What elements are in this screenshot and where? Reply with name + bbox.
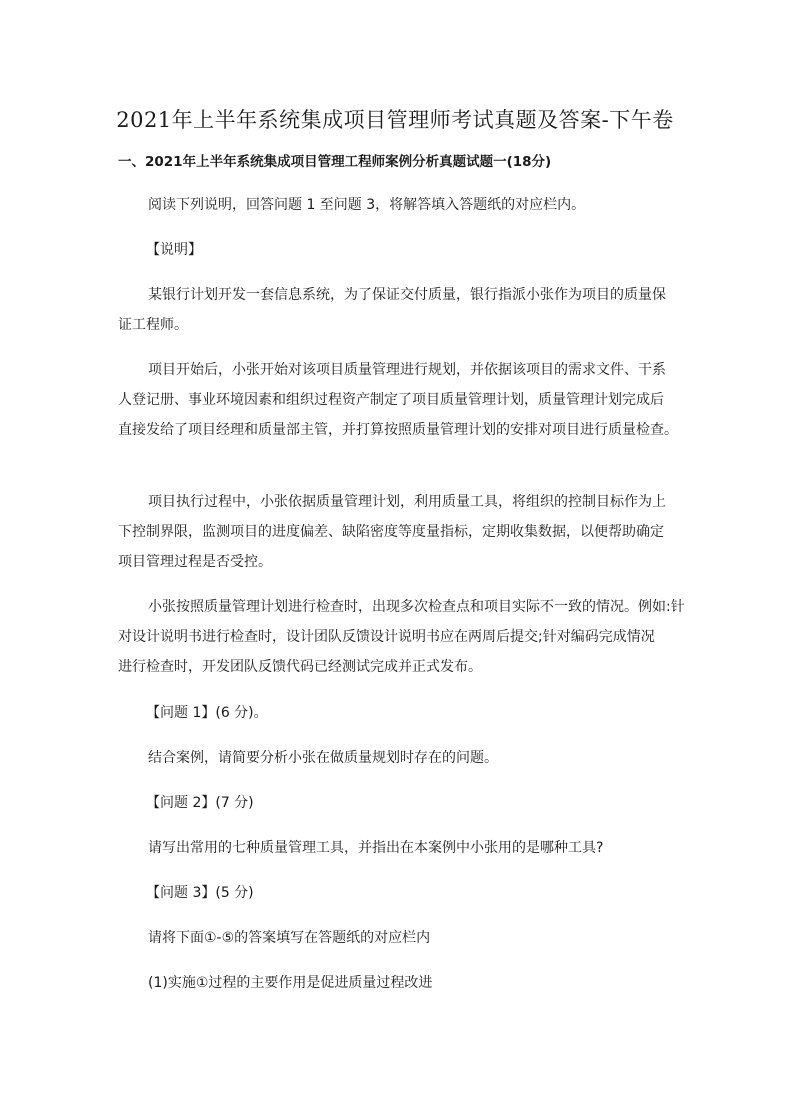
explanation-label: 【说明】	[146, 242, 202, 258]
paragraph-3-line-2: 下控制界限，监测项目的进度偏差、缺陷密度等度量指标，定期收集数据，以便帮助确定	[118, 524, 664, 540]
paragraph-1-line-2: 证工程师。	[118, 317, 188, 333]
paragraph-2-line-2: 人登记册、事业环境因素和组织过程资产制定了项目质量管理计划，质量管理计划完成后	[118, 392, 664, 408]
paragraph-1-line-1: 某银行计划开发一套信息系统，为了保证交付质量，银行指派小张作为项目的质量保	[148, 287, 666, 303]
paragraph-4-line-2: 对设计说明书进行检查时，设计团队反馈设计说明书应在两周后提交;针对编码完成情况	[118, 629, 655, 645]
question-3-item-1: (1)实施①过程的主要作用是促进质量过程改进	[148, 975, 433, 991]
question-1-label: 【问题 1】(6 分)。	[146, 705, 268, 721]
paragraph-2-line-3: 直接发给了项目经理和质量部主管，并打算按照质量管理计划的安排对项目进行质量检查。	[118, 422, 678, 438]
question-1-text: 结合案例，请简要分析小张在做质量规划时存在的问题。	[148, 750, 498, 766]
paragraph-4-line-1: 小张按照质量管理计划进行检查时，出现多次检查点和项目实际不一致的情况。例如:针	[148, 599, 685, 615]
question-3-text: 请将下面①-⑤的答案填写在答题纸的对应栏内	[148, 930, 431, 946]
question-2-text: 请写出常用的七种质量管理工具，并指出在本案例中小张用的是哪种工具?	[148, 840, 604, 856]
paragraph-4-line-3: 进行检查时，开发团队反馈代码已经测试完成并正式发布。	[118, 659, 482, 675]
paragraph-3-line-3: 项目管理过程是否受控。	[118, 554, 272, 570]
question-2-label: 【问题 2】(7 分)	[146, 795, 254, 811]
intro-text: 阅读下列说明，回答问题 1 至问题 3，将解答填入答题纸的对应栏内。	[148, 197, 586, 213]
document-title: 2021年上半年系统集成项目管理师考试真题及答案-下午卷	[116, 108, 674, 132]
paragraph-3-line-1: 项目执行过程中，小张依据质量管理计划，利用质量工具，将组织的控制目标作为上	[148, 494, 666, 510]
section-heading: 一、2021年上半年系统集成项目管理工程师案例分析真题试题一(18分)	[118, 154, 552, 170]
paragraph-2-line-1: 项目开始后，小张开始对该项目质量管理进行规划，并依据该项目的需求文件、干系	[148, 362, 666, 378]
question-3-label: 【问题 3】(5 分)	[146, 885, 254, 901]
